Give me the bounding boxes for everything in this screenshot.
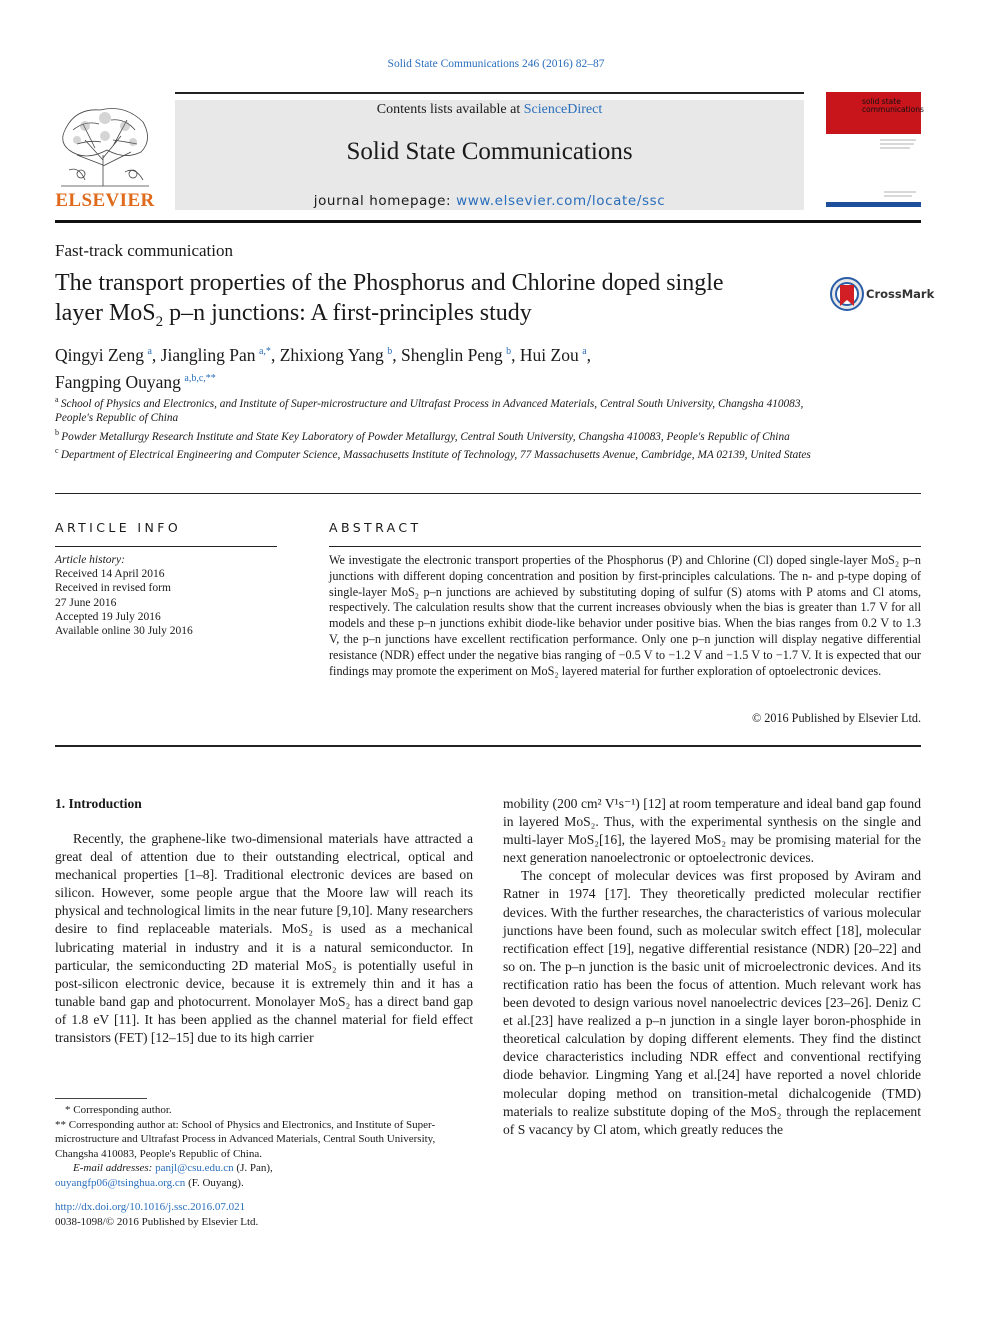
title-line-2 <box>55 298 815 337</box>
author-name[interactable]: Fangping Ouyang <box>55 371 181 392</box>
author-affil-mark[interactable]: a <box>582 346 587 357</box>
abstract-heading: ABSTRACT <box>329 520 422 535</box>
email-label: E-mail addresses: <box>73 1162 156 1174</box>
history-online: Available online 30 July 2016 <box>55 625 193 638</box>
abstract-text: We investigate the electronic transport properties of the Phosphorus (P) and Chlorine (Cl) doped single-layer MoS₂ p–n junctions with different doping concentration and position by first-principles calculations. The n- and p-type doping of single-layer MoS₂ p–n junctions are achieved by substituting doping of sulfur (S) atoms with P atoms and Cl atoms, respectively. The calculation results show that the current increases obviously when the bias is greater than 1.7 V for all models and these p–n junctions exhibit diode-like behavior under positive bias. When the bias ranges from 0.2 V to 1.3 V, the p–n junctions have excellent rectification performance. Only one p–n junction will display negative differential resistance (NDR) effect under the negative bias ranging of −0.5 V to −1.2 V and −1.5 V to −1.7 V. It is expected that our findings may promote the experiment on MoS₂ layered material for further exploration of optoelectronic devices. <box>329 553 921 678</box>
homepage-prefix: journal homepage: <box>313 193 457 209</box>
author-name[interactable]: Qingyi Zeng <box>55 344 144 365</box>
issn-line: 0038-1098/© 2016 Published by Elsevier Ltd. <box>55 1216 259 1228</box>
elsevier-wordmark[interactable]: ELSEVIER <box>55 190 155 211</box>
divider <box>55 493 921 494</box>
body-column-right <box>503 795 921 1139</box>
doi-link[interactable]: http://dx.doi.org/10.1016/j.ssc.2016.07.021 <box>55 1201 246 1213</box>
affiliations <box>55 393 815 462</box>
affiliation-text: Department of Electrical Engineering and Computer Science, Massachusetts Institute of Technology, 77 Massachusetts Avenue, Cambridge, MA 02139, United States <box>60 448 811 461</box>
affiliation-label: b <box>55 427 59 437</box>
author-affil-mark[interactable]: a <box>147 346 152 357</box>
author-name[interactable]: Shenglin Peng <box>401 344 503 365</box>
cover-blue-bar <box>826 202 921 207</box>
article-type: Fast-track communication <box>55 241 233 260</box>
header-top-rule <box>175 92 804 94</box>
footnote-emails-2 <box>55 1176 473 1191</box>
section-heading-introduction: 1. Introduction <box>55 796 142 811</box>
history-received: Received 14 April 2016 <box>55 568 165 581</box>
email-link[interactable]: ouyangfp06@tsinghua.org.cn <box>55 1176 186 1189</box>
contents-line <box>175 102 804 118</box>
history-accepted: Accepted 19 July 2016 <box>55 610 161 623</box>
abstract-rule <box>329 546 921 547</box>
email-owner: (J. Pan), <box>233 1162 273 1174</box>
affiliation-text: School of Physics and Electronics, and Institute of Super-microstructure and Ultrafast Process in Advanced Materials, Central South University, Changsha 410083, People's Republic of China <box>55 397 804 425</box>
author-name[interactable]: Hui Zou <box>519 344 579 365</box>
paragraph: The concept of molecular devices was first proposed by Aviram and Ratner in 1974 [17]. They theoretically predicted molecular rectifier devices. With the further researches, the characteristics of various molecular junctions have been found, such as molecular switch effect [18], molecular rectification effect [19], negative differential resistance (NDR) [20–22] and so on. The p–n junction is the basic unit of microelectronic devices. And its rectification ratio has been the focus of attention. Much relevant work has been devoted to design various novel nanoelectric devices [23–26]. Deniz C et al.[23] have realized a p–n junction in a single layer boron-phosphide in theoretical calculation by doping different elements. They find the distinct device characteristics including NDR effect and conventional rectifying diode behavior. Lingming Yang et al.[24] have reported a novel chloride molecular doping method on transition-metal dichalcogenide (TMD) materials to realize substitute doping of the MoS₂ through the replacement of S vacancy by Cl atom, which greatly reduces the <box>503 868 921 1137</box>
header-bottom-rule <box>55 220 921 223</box>
affiliation-label: a <box>55 395 59 404</box>
history-revised-date: 27 June 2016 <box>55 596 117 609</box>
contents-prefix: Contents lists available at <box>376 102 524 117</box>
homepage-line <box>175 193 804 209</box>
abstract-copyright: © 2016 Published by Elsevier Ltd. <box>751 711 921 725</box>
title-subscript: 2 <box>155 313 164 330</box>
article-history <box>55 553 277 638</box>
title-line-2-pre: layer MoS <box>55 300 156 326</box>
footnotes <box>55 1103 473 1190</box>
cover-title: solid state communications <box>862 97 924 114</box>
affiliation-label: c <box>55 446 59 456</box>
affiliation-c <box>55 444 815 462</box>
article-info-heading: ARTICLE INFO <box>55 520 182 535</box>
history-label: Article history: <box>55 554 125 566</box>
history-revised: Received in revised form <box>55 582 171 595</box>
footnote-emails <box>55 1161 473 1176</box>
email-link[interactable]: panjl@csu.edu.cn <box>155 1162 234 1174</box>
footnote-corresponding-1: * Corresponding author. <box>65 1104 172 1116</box>
paragraph: Recently, the graphene-like two-dimensional materials have attracted a great deal of attention due to their outstanding electrical, optical and mechanical properties [1–8]. Traditional electronic devices are based on silicon. However, some people argue that the Moore law will reach its physical and technological limits in the near future [9,10]. Many researchers desire to find replaceable materials. MoS₂ is used as a mechanical lubricating material in industry and it is a natural semiconductor. In particular, the semiconducting 2D material MoS₂ is potentially useful in post-silicon electronic device, because it is extremely thin and it has a tunable band gap and photocurrent. Monolayer MoS₂ has a direct band gap of 1.8 eV [11]. It has been applied as the channel material for field effect transistors (FET) [12–15] due to its high carrier <box>55 831 473 1046</box>
crossmark-label[interactable]: CrossMark <box>866 287 935 301</box>
author-affil-mark[interactable]: b <box>506 346 512 357</box>
journal-reference[interactable]: Solid State Communications 246 (2016) 82–87 <box>387 58 605 70</box>
affiliation-a <box>55 393 815 426</box>
paragraph: mobility (200 cm² V¹s⁻¹) [12] at room temperature and ideal band gap found in layered MoS₂. Thus, with the experimental synthesis on the single and multi-layer MoS₂[16], the layered MoS₂ may be promising material for the next generation nanoelectronic or optoelectronic devices. <box>503 796 921 866</box>
article-info-rule <box>55 546 277 547</box>
author-name[interactable]: Zhixiong Yang <box>279 344 384 365</box>
cover-lines-graphic <box>826 136 921 200</box>
title-line-2-post: p–n junctions: A first-principles study <box>163 300 532 326</box>
author-affil-mark[interactable]: a,* <box>258 346 271 357</box>
author-affil-mark[interactable]: b <box>387 346 393 357</box>
author-affil-mark[interactable]: a,b,c,** <box>184 372 216 384</box>
body-column-left <box>55 830 473 1047</box>
homepage-link[interactable]: www.elsevier.com/locate/ssc <box>456 193 666 209</box>
footnote-rule <box>55 1098 147 1099</box>
author-list: Qingyi Zeng $^a$, Jiangling Pan $^{a,*}$, Zhixiong Yang $^b$, Shenglin Peng $^b$, Hui Zou $^a$, Fangping Ouyang $^{a,b,c,**}$ <box>55 344 592 392</box>
article-title <box>55 268 815 337</box>
sciencedirect-link[interactable]: ScienceDirect <box>523 102 603 117</box>
affiliation-text: Powder Metallurgy Research Institute and State Key Laboratory of Powder Metallurgy, Central South University, Changsha 410083, People's Republic of China <box>61 430 790 443</box>
author-name[interactable]: Jiangling Pan <box>160 344 256 365</box>
affiliation-b <box>55 426 815 444</box>
title-line-1: The transport properties of the Phosphorus and Chlorine doped single <box>55 270 724 296</box>
divider <box>55 745 921 747</box>
email-owner: (F. Ouyang). <box>185 1176 244 1189</box>
journal-title: Solid State Communications <box>346 138 633 165</box>
footnote-corresponding-2: ** Corresponding author at: School of Physics and Electronics, and Institute of Super-microstructure and Ultrafast Process in Advanced Materials, Central South University, Changsha 410083, People's Republic of China. <box>55 1118 436 1160</box>
